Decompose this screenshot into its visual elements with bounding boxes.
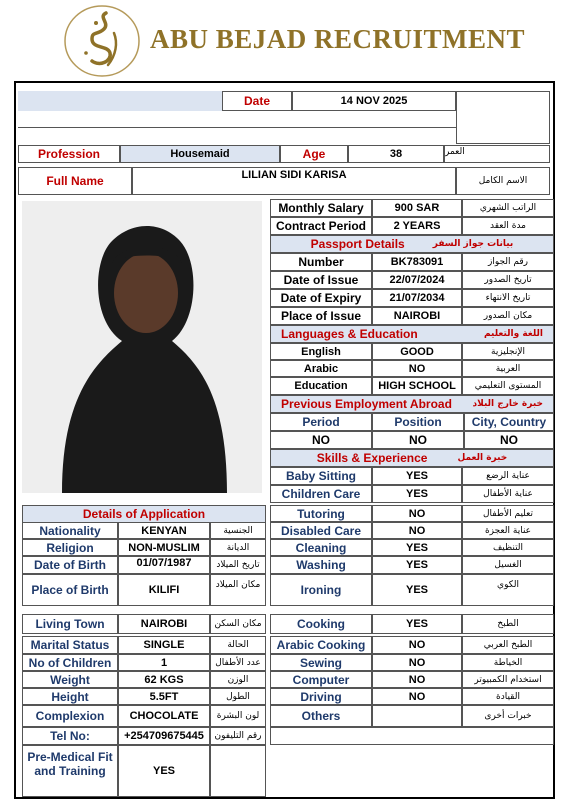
- date-label: Date: [222, 91, 292, 111]
- employment-section-header: [270, 395, 554, 413]
- skill-cooking-arabic: الطبخ: [462, 614, 554, 634]
- living-town-label: Living Town: [22, 614, 118, 634]
- passport-issue-label: Date of Issue: [270, 271, 372, 289]
- skill-ironing-value: YES: [372, 574, 462, 606]
- passport-title-arabic: بيانات جواز السفر: [432, 239, 514, 249]
- education-label: Education: [270, 377, 372, 395]
- dob-arabic: تاريخ الميلاد: [210, 556, 266, 574]
- height-arabic: الطول: [210, 688, 266, 705]
- passport-place-value: NAIROBI: [372, 307, 462, 325]
- skill-cleaning-label: Cleaning: [270, 539, 372, 556]
- skill-cleaning-arabic: التنظيف: [462, 539, 554, 556]
- right-empty-cell: [270, 727, 554, 745]
- employment-title-arabic: خبرة خارج البلاد: [472, 399, 543, 409]
- skills-title-arabic: خبرة العمل: [457, 453, 508, 463]
- age-label: Age: [280, 145, 348, 163]
- tel-arabic: رقم التليفون: [210, 727, 266, 745]
- passport-place-arabic: مكان الصدور: [462, 307, 554, 325]
- language-english-label: English: [270, 343, 372, 360]
- employment-header-position: Position: [372, 413, 464, 431]
- employment-position-value: NO: [372, 431, 464, 449]
- skill-baby-sitting-arabic: عناية الرضع: [462, 467, 554, 485]
- children-label: No of Children: [22, 654, 118, 671]
- place-of-birth-arabic: مكان الميلاد: [210, 574, 266, 606]
- complexion-label: Complexion: [22, 705, 118, 727]
- skill-baby-sitting-value: YES: [372, 467, 462, 485]
- contract-period-arabic: مدة العقد: [462, 217, 554, 235]
- nationality-value: KENYAN: [118, 522, 210, 539]
- tel-label: Tel No:: [22, 727, 118, 745]
- passport-title: Passport Details: [310, 237, 405, 251]
- skill-children-care-value: YES: [372, 485, 462, 503]
- tel-value: +254709675445: [118, 727, 210, 745]
- employment-title: Previous Employment Abroad: [281, 397, 452, 411]
- language-arabic-arabic: العربية: [462, 360, 554, 377]
- skill-washing-value: YES: [372, 556, 462, 574]
- age-arabic: العمر: [444, 145, 550, 163]
- skill-driving-value: NO: [372, 688, 462, 705]
- skills-section-header: [270, 449, 554, 467]
- skill-ironing-label: Ironing: [270, 574, 372, 606]
- languages-title: Languages & Education: [281, 327, 418, 341]
- language-english-arabic: الإنجليزية: [462, 343, 554, 360]
- weight-value: 62 KGS: [118, 671, 210, 688]
- children-arabic: عدد الأطفال: [210, 654, 266, 671]
- language-arabic-value: NO: [372, 360, 462, 377]
- logo-emblem-icon: [62, 3, 142, 79]
- employment-city-value: NO: [464, 431, 554, 449]
- skill-children-care-arabic: عناية الأطفال: [462, 485, 554, 503]
- date-side-box: [456, 91, 550, 144]
- employment-period-value: NO: [270, 431, 372, 449]
- skill-driving-arabic: القيادة: [462, 688, 554, 705]
- passport-number-label: Number: [270, 253, 372, 271]
- education-value: HIGH SCHOOL: [372, 377, 462, 395]
- age-value: 38: [348, 145, 444, 163]
- contract-period-value: 2 YEARS: [372, 217, 462, 235]
- skill-arabic-cooking-label: Arabic Cooking: [270, 636, 372, 654]
- religion-label: Religion: [22, 539, 118, 556]
- height-label: Height: [22, 688, 118, 705]
- place-of-birth-value: KILIFI: [118, 574, 210, 606]
- skill-computer-label: Computer: [270, 671, 372, 688]
- skill-sewing-value: NO: [372, 654, 462, 671]
- weight-arabic: الوزن: [210, 671, 266, 688]
- pre-medical-label: Pre-Medical Fit and Training: [22, 745, 118, 797]
- skills-title: Skills & Experience: [316, 451, 428, 465]
- education-arabic: المستوى التعليمي: [462, 377, 554, 395]
- company-logo: [62, 3, 142, 79]
- skill-disabled-care-arabic: عناية العجزة: [462, 522, 554, 539]
- skill-cooking-label: Cooking: [270, 614, 372, 634]
- passport-place-label: Place of Issue: [270, 307, 372, 325]
- divider: [18, 127, 456, 128]
- skill-disabled-care-label: Disabled Care: [270, 522, 372, 539]
- fullname-label: Full Name: [18, 167, 132, 195]
- languages-section-header: [270, 325, 554, 343]
- skill-cleaning-value: YES: [372, 539, 462, 556]
- skill-arabic-cooking-arabic: الطبخ العربي: [462, 636, 554, 654]
- skill-disabled-care-value: NO: [372, 522, 462, 539]
- skill-others-label: Others: [270, 705, 372, 727]
- weight-label: Weight: [22, 671, 118, 688]
- skill-baby-sitting-label: Baby Sitting: [270, 467, 372, 485]
- profession-label: Profession: [18, 145, 120, 163]
- monthly-salary-value: 900 SAR: [372, 199, 462, 217]
- living-town-arabic: مكان السكن: [210, 614, 266, 634]
- language-arabic-label: Arabic: [270, 360, 372, 377]
- skill-ironing-arabic: الكوي: [462, 574, 554, 606]
- marital-status-arabic: الحالة: [210, 636, 266, 654]
- skill-others-value: [372, 705, 462, 727]
- date-blue-band: [18, 91, 222, 111]
- skill-washing-arabic: الغسيل: [462, 556, 554, 574]
- religion-arabic: الديانة: [210, 539, 266, 556]
- skill-driving-label: Driving: [270, 688, 372, 705]
- employment-header-period: Period: [270, 413, 372, 431]
- skill-tutoring-value: NO: [372, 505, 462, 522]
- passport-section-header: [270, 235, 554, 253]
- languages-title-arabic: اللغة والتعليم: [483, 329, 543, 339]
- complexion-arabic: لون البشرة: [210, 705, 266, 727]
- nationality-label: Nationality: [22, 522, 118, 539]
- skill-sewing-arabic: الخياطة: [462, 654, 554, 671]
- passport-expiry-arabic: تاريخ الانتهاء: [462, 289, 554, 307]
- application-section-header: Details of Application: [22, 505, 266, 523]
- children-value: 1: [118, 654, 210, 671]
- skill-computer-arabic: استخدام الكمبيوتر: [462, 671, 554, 688]
- fullname-value: LILIAN SIDI KARISA: [132, 167, 456, 195]
- passport-issue-value: 22/07/2024: [372, 271, 462, 289]
- religion-value: NON-MUSLIM: [118, 539, 210, 556]
- fullname-arabic: الاسم الكامل: [456, 167, 550, 195]
- dob-label: Date of Birth: [22, 556, 118, 574]
- pre-medical-arabic: [210, 745, 266, 797]
- passport-number-arabic: رقم الجواز: [462, 253, 554, 271]
- dob-value: 01/07/1987: [118, 556, 210, 574]
- contract-period-label: Contract Period: [270, 217, 372, 235]
- height-value: 5.5FT: [118, 688, 210, 705]
- skill-washing-label: Washing: [270, 556, 372, 574]
- profession-value: Housemaid: [120, 145, 280, 163]
- skill-sewing-label: Sewing: [270, 654, 372, 671]
- passport-issue-arabic: تاريخ الصدور: [462, 271, 554, 289]
- nationality-arabic: الجنسية: [210, 522, 266, 539]
- marital-status-value: SINGLE: [118, 636, 210, 654]
- complexion-value: CHOCOLATE: [118, 705, 210, 727]
- skill-arabic-cooking-value: NO: [372, 636, 462, 654]
- living-town-value: NAIROBI: [118, 614, 210, 634]
- passport-expiry-label: Date of Expiry: [270, 289, 372, 307]
- skill-cooking-value: YES: [372, 614, 462, 634]
- monthly-salary-arabic: الراتب الشهري: [462, 199, 554, 217]
- language-english-value: GOOD: [372, 343, 462, 360]
- pre-medical-value: YES: [118, 745, 210, 797]
- skill-others-arabic: خبرات أخرى: [462, 705, 554, 727]
- candidate-photo: [22, 201, 262, 493]
- marital-status-label: Marital Status: [22, 636, 118, 654]
- passport-number-value: BK783091: [372, 253, 462, 271]
- skill-tutoring-arabic: تعليم الأطفال: [462, 505, 554, 522]
- company-name: ABU BEJAD RECRUITMENT: [150, 24, 526, 54]
- skill-computer-value: NO: [372, 671, 462, 688]
- employment-header-city: City, Country: [464, 413, 554, 431]
- monthly-salary-label: Monthly Salary: [270, 199, 372, 217]
- skill-children-care-label: Children Care: [270, 485, 372, 503]
- passport-expiry-value: 21/07/2034: [372, 289, 462, 307]
- skill-tutoring-label: Tutoring: [270, 505, 372, 522]
- date-value: 14 NOV 2025: [292, 91, 456, 111]
- place-of-birth-label: Place of Birth: [22, 574, 118, 606]
